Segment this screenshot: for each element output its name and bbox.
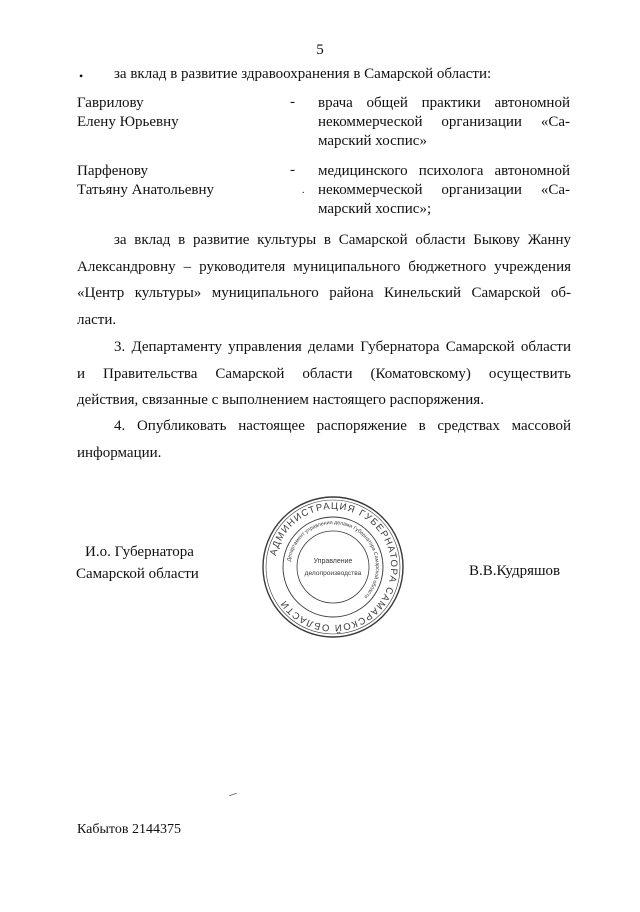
- signatory-title-line: Самарской области: [76, 566, 199, 582]
- paragraph-line: 3. Департаменту управления делами Губернатора Самарской области: [114, 339, 571, 355]
- awardee-description-line: марский хоспис»: [318, 133, 427, 149]
- signatory-title: [76, 541, 199, 585]
- awardee-description-line: медицинского психолога автономной: [318, 163, 570, 179]
- awardee-description-line: некоммерческой организации «Са-: [318, 114, 570, 130]
- awardee-dash: -: [290, 94, 295, 110]
- awardee-dash: -: [290, 162, 295, 178]
- scan-dot: .: [302, 185, 305, 196]
- culture-paragraph: [77, 227, 571, 333]
- awardee-description-line: врача общей практики автономной: [318, 95, 570, 111]
- paragraph-line: за вклад в развитие культуры в Самарской области Быкову Жанну: [114, 232, 571, 248]
- signatory-name: В.В.Кудряшов: [469, 563, 561, 579]
- awardee-name-line: Парфенову: [77, 163, 148, 179]
- awardee-name-line: Татьяну Анатольевну: [77, 182, 215, 198]
- awardee-name-line: Елену Юрьевну: [77, 114, 179, 130]
- item-4-paragraph: [77, 413, 571, 466]
- stamp-center-line: делопроизводства: [304, 570, 362, 577]
- paragraph-line: и Правительства Самарской области (Коматовскому) осуществить: [77, 365, 571, 382]
- paragraph-line: ласти.: [77, 311, 117, 328]
- stamp-outer-text: АДМИНИСТРАЦИЯ ГУБЕРНАТОРА САМАРСКОЙ ОБЛАСТИ: [268, 500, 400, 634]
- paragraph-line: «Центр культуры» муниципального района Кинельский Самарской об-: [77, 285, 571, 301]
- signatory-title-line: И.о. Губернатора: [85, 544, 194, 560]
- awardee-description: [318, 94, 570, 151]
- scan-artifact: [229, 793, 237, 796]
- awardee-name: [77, 94, 179, 132]
- awardee-description: [318, 162, 570, 219]
- footer-executor: Кабытов 2144375: [77, 822, 181, 837]
- stamp-inner-text: Департамент управления делами Губернатора Самарской области: [286, 519, 381, 600]
- awardee-name-line: Гаврилову: [77, 95, 144, 111]
- awardee-name: [77, 162, 214, 200]
- stamp-center-line: Управление: [313, 558, 353, 565]
- page-number: 5: [316, 42, 324, 58]
- health-intro: за вклад в развитие здравоохранения в Самарской области:: [114, 66, 492, 82]
- paragraph-line: информации.: [77, 444, 162, 461]
- bullet-mark: •: [79, 69, 84, 83]
- paragraph-line: 4. Опубликовать настоящее распоряжение в средствах массовой: [114, 418, 571, 434]
- item-3-paragraph: [77, 334, 571, 414]
- official-stamp: [258, 492, 408, 642]
- awardee-description-line: марский хоспис»;: [318, 201, 432, 217]
- awardee-description-line: некоммерческой организации «Са-: [318, 182, 570, 198]
- paragraph-line: действия, связанные с выполнением настоящего распоряжения.: [77, 392, 484, 408]
- paragraph-line: Александровну – руководителя муниципального бюджетного учреждения: [77, 258, 571, 275]
